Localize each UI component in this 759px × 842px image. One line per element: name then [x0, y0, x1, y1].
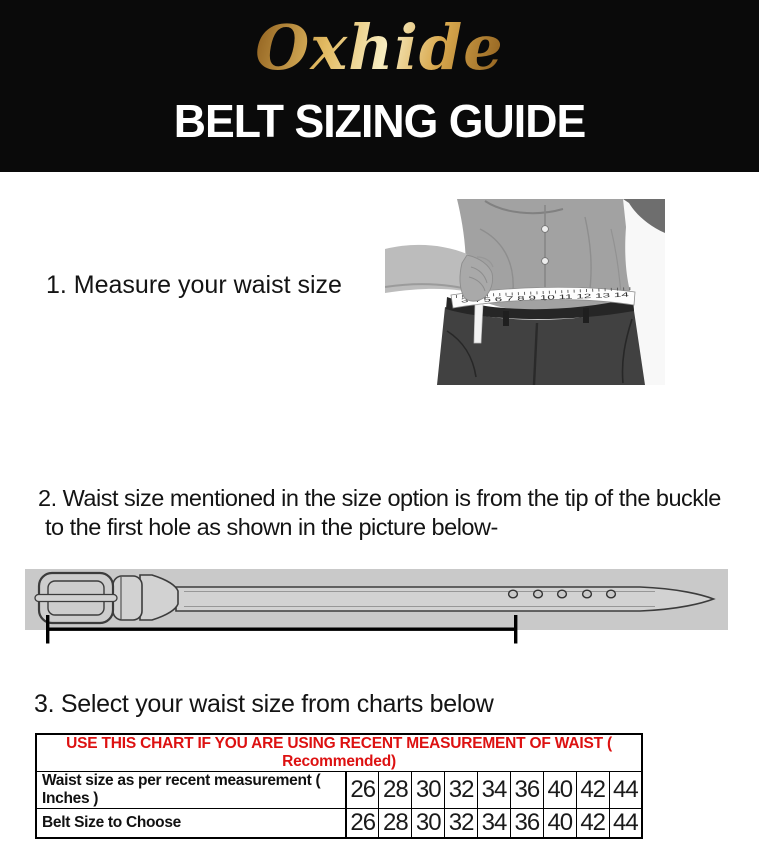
waist-size-row: [36, 772, 642, 809]
waist-size-value: 44: [609, 772, 642, 809]
belt-size-value: 36: [510, 809, 543, 839]
belt-loop: [503, 311, 509, 326]
belt-size-value: 26: [346, 809, 379, 839]
waist-size-value: 26: [346, 772, 379, 809]
waist-measurement-photo: [385, 199, 665, 385]
buckle-prong: [35, 595, 117, 602]
size-chart-table: [35, 733, 643, 839]
belt-size-value: 30: [412, 809, 445, 839]
belt-size-value: 34: [478, 809, 511, 839]
step-2-label: [38, 484, 721, 542]
waist-size-row-label: Waist size as per recent measurement ( Inches ): [36, 772, 346, 809]
belt-loop: [583, 308, 589, 323]
tape-tail: [474, 304, 483, 343]
brand-logo: Oxhide: [255, 4, 503, 92]
belt-size-value: 32: [445, 809, 478, 839]
shirt-button: [542, 258, 549, 265]
belt-size-value: 40: [543, 809, 576, 839]
step-2-line-2: to the first hole as shown in the picture below-: [45, 514, 498, 540]
belt-size-value: 42: [576, 809, 609, 839]
step-1-label: 1. Measure your waist size: [46, 271, 342, 299]
size-chart-caption-row: [36, 734, 642, 772]
waist-size-value: 32: [445, 772, 478, 809]
waist-size-value: 36: [510, 772, 543, 809]
waist-size-value: 40: [543, 772, 576, 809]
shirt-button: [542, 226, 549, 233]
step-2-line-1: 2. Waist size mentioned in the size option is from the tip of the buckle: [38, 485, 721, 511]
waist-size-value: 34: [478, 772, 511, 809]
size-chart-caption: USE THIS CHART IF YOU ARE USING RECENT MEASUREMENT OF WAIST ( Recommended): [36, 734, 642, 772]
belt-diagram: [0, 560, 759, 660]
waist-size-value: 30: [412, 772, 445, 809]
belt-size-row: [36, 809, 642, 839]
tape-numbers: 3 4 5 6 7 8 9 10 11 12 13 14: [460, 294, 540, 305]
belt-size-value: 28: [379, 809, 412, 839]
brand-header: [0, 0, 759, 172]
waist-size-value: 42: [576, 772, 609, 809]
waist-size-value: 28: [379, 772, 412, 809]
page-title: BELT SIZING GUIDE: [173, 95, 586, 147]
trousers: [437, 297, 645, 385]
step-3-label: 3. Select your waist size from charts below: [34, 690, 494, 718]
belt-size-value: 44: [609, 809, 642, 839]
belt-size-row-label: Belt Size to Choose: [36, 809, 346, 839]
belt-strap: [176, 587, 714, 611]
